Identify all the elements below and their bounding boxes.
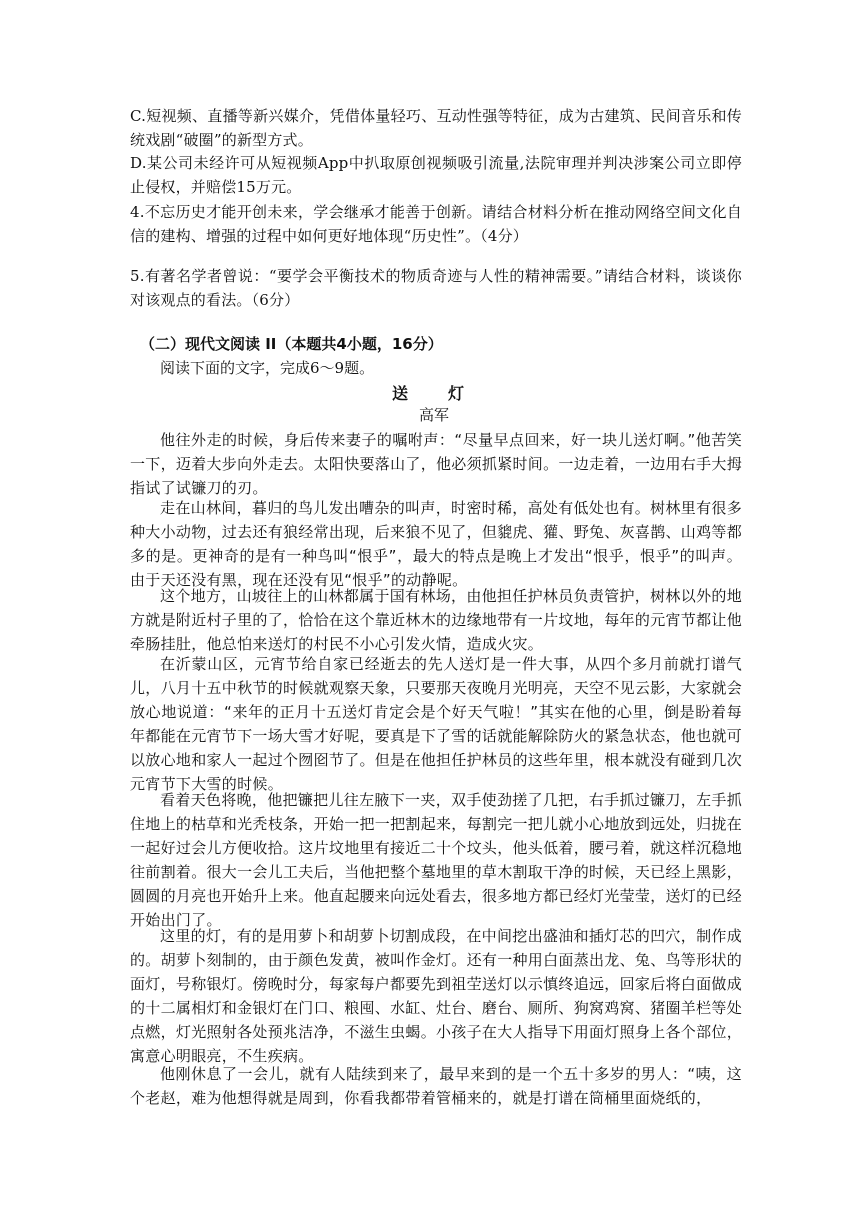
option-c: C.短视频、直播等新兴媒介，凭借体量轻巧、互动性强等特征，成为古建筑、民间音乐和传统戏剧“破圈”的新型方式。 [130,107,742,149]
reading-instruction: 阅读下面的文字，完成6～9题。 [160,359,375,377]
story-paragraph: 他往外走的时候，身后传来妻子的嘱咐声：“尽量早点回来，好一块儿送灯啊。”他苦笑一下，迈着大步向外走去。太阳快要落山了，他必须抓紧时间。一边走着，一边用右手大拇指试了试镰刀的刃。 [130,431,743,497]
story-paragraph: 看着天色将晚，他把镰把儿往左腋下一夹，双手使劲搓了几把，右手抓过镰刀，左手抓住地上的枯草和光秃枝条，开始一把一把割起来，每割完一把儿就小心地放到远处，归拢在一起好过会儿方便收拾。这片坟地里有接近二十个坟头，他头低着，腰弓着，就这样沉稳地往前割着。很大一会儿工夫后，当他把整个墓地里的草木割取干净的时候，天已经上黑影，圆圆的月亮也开始升上来。他直起腰来向远处看去，很多地方都已经灯光莹莹，送灯的已经开始出门了。 [130,791,743,929]
option-d: D.某公司未经许可从短视频App中扒取原创视频吸引流量,法院审理并判决涉案公司立即停止侵权，并赔偿15万元。 [130,154,742,196]
section-heading: （二）现代文阅读 II（本题共4小题，16分） [140,335,443,353]
story-author: 高军 [418,406,449,424]
story-paragraph: 在沂蒙山区，元宵节给自家已经逝去的先人送灯是一件大事，从四个多月前就打谱气儿，八月十五中秋节的时候就观察天象，只要那天夜晚月光明亮，天空不见云影，大家就会放心地说道：“来年的正月十五送灯肯定会是个好天气啦！”其实在他的心里，倒是盼着每年都能在元宵节下一场大雪才好呢，要真是下了雪的话就能解除防火的紧急状态，他也就可以放心地和家人一起过个囫囵节了。但是在他担任护林员的这些年里，根本就没有碰到几次元宵节下大雪的时候。 [130,655,743,793]
story-paragraph: 走在山林间，暮归的鸟儿发出嘈杂的叫声，时密时稀，高处有低处也有。树林里有很多种大小动物，过去还有狼经常出现，后来狼不见了，但貔虎、獾、野兔、灰喜鹊、山鸡等都多的是。更神奇的是有一种鸟叫“恨乎”，最大的特点是晚上才发出“恨乎，恨乎”的叫声。由于天还没有黑，现在还没有见“恨乎”的动静呢。 [130,499,743,589]
story-paragraph: 他刚休息了一会儿，就有人陆续到来了，最早来到的是一个五十多岁的男人：“咦，这个老赵，难为他想得就是周到，你看我都带着管桶来的，就是打谱在筒桶里面烧纸的， [130,1065,742,1107]
story-title: 送 灯 [391,384,476,403]
story-paragraph: 这里的灯，有的是用萝卜和胡萝卜切割成段，在中间挖出盛油和插灯芯的凹穴，制作成的。胡萝卜刻制的，由于颜色发黄，被叫作金灯。还有一种用白面蒸出龙、兔、鸟等形状的面灯，号称银灯。傍晚时分，每家每户都要先到祖茔送灯以示慎终追远，回家后将白面做成的十二属相灯和金银灯在门口、粮囤、水缸、灶台、磨台、厕所、狗窝鸡窝、猪圈羊栏等处点燃，灯光照射各处预兆洁净，不滋生虫蝎。小孩子在大人指导下用面灯照身上各个部位，寓意心明眼亮，不生疾病。 [130,927,743,1065]
story-paragraph: 这个地方，山坡往上的山林都属于国有林场，由他担任护林员负责管护，树林以外的地方就是附近村子里的了，恰恰在这个靠近林木的边缘地带有一片坟地，每年的元宵节都让他牵肠挂肚，他总怕来送灯的村民不小心引发火情，造成火灾。 [130,587,743,653]
question-5: 5.有著名学者曾说：“要学会平衡技术的物质奇迹与人性的精神需要。”请结合材料，谈谈你对该观点的看法。（6分） [130,267,742,309]
question-4: 4.不忘历史才能开创未来，学会继承才能善于创新。请结合材料分析在推动网络空间文化自信的建构、增强的过程中如何更好地体现“历史性”。（4分） [130,203,742,245]
